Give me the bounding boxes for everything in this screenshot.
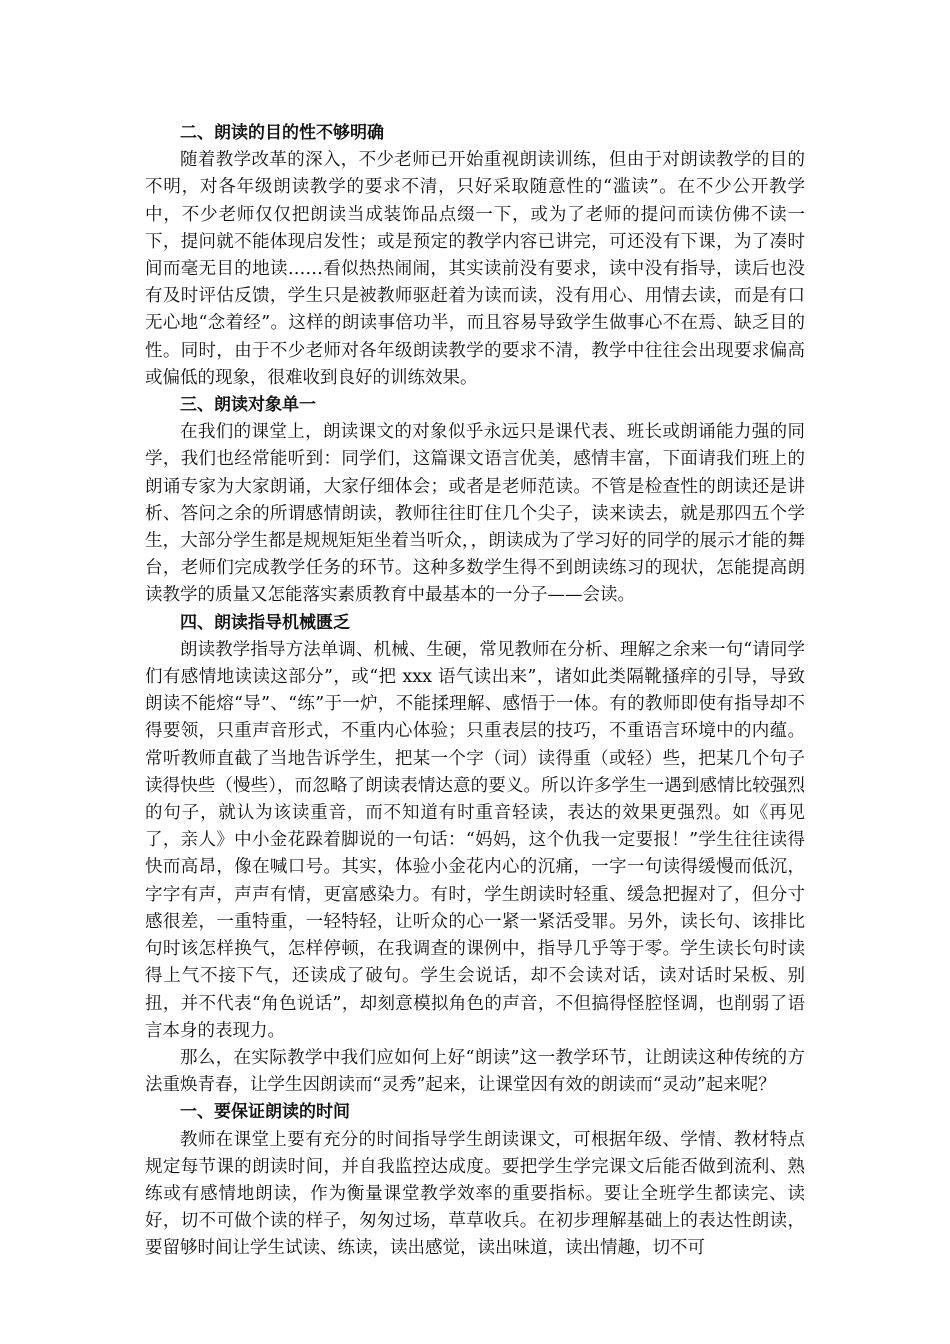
section-heading-3: 三、朗读对象单一 (180, 395, 316, 416)
paragraph: 朗读教学指导方法单调、机械、生硬，常见教师在分析、理解之余来一句“请同学们有感情地读读这部分”，或“把 xxx 语气读出来”，诸如此类隔靴搔痒的引导，导致朗读不能熔“导”、“练”于一炉，不能揉理解、感悟于一体。有的教师即使有指导却不得要领，只重声音形式，不重内心体验；只重表层的技巧，不重语言环境中的内蕴。常听教师直截了当地告诉学生，把某一个字（词）读得重（或轻）些，把某几个句子读得快些（慢些），而忽略了朗读表情达意的要义。所以许多学生一遇到感情比较强烈的句子，就认为该读重音，而不知道有时重音轻读，表达的效果更强烈。如《再见了，亲人》中小金花跺着脚说的一句话：“妈妈，这个仇我一定要报！”学生往往读得快而高昂，像在喊口号。其实，体验小金花内心的沉痛，一字一句读得缓慢而低沉，字字有声，声声有情，更富感染力。有时，学生朗读时轻重、缓急把握对了，但分寸感很差，一重特重，一轻特轻，让听众的心一紧一紧活受罪。另外，读长句、该排比句时该怎样换气，怎样停顿，在我调查的课例中，指导几乎等于零。学生读长句时读得上气不接下气，还读成了破句。学生会说话，却不会读对话，读对话时呆板、别扭，并不代表“角色说话”，却刻意模拟角色的声音，不但搞得怪腔怪调，也削弱了语言本身的表现力。 (145, 639, 805, 1041)
paragraph: 那么，在实际教学中我们应如何上好“朗读”这一教学环节，让朗读这种传统的方法重焕青春，让学生因朗读而“灵秀”起来，让课堂因有效的朗读而“灵动”起来呢？ (145, 1047, 805, 1096)
paragraph: 教师在课堂上要有充分的时间指导学生朗读课文，可根据年级、学情、教材特点规定每节课的朗读时间，并自我监控达成度。要把学生学完课文后能否做到流利、熟练或有感情地朗读，作为衡量课堂教学效率的重要指标。要让全班学生都读完、读好，切不可做个读的样子，匆匆过场，草草收兵。在初步理解基础上的表达性朗读，要留够时间让学生试读、练读，读出感觉，读出味道，读出情趣，切不可 (145, 1129, 805, 1259)
paragraph: 随着教学改革的深入，不少老师已开始重视朗读训练，但由于对朗读教学的目的不明，对各年级朗读教学的要求不清，只好采取随意性的“滥读”。在不少公开教学中，不少老师仅仅把朗读当成装饰品点缀一下，或为了老师的提问而读仿佛不读一下，提问就不能体现启发性；或是预定的教学内容已讲完，可还没有下课，为了凑时间而毫无目的地读……看似热热闹闹，其实读前没有要求，读中没有指导，读后也没有及时评估反馈，学生只是被教师驱赶着为读而读，没有用心、用情去读，而是有口无心地“念着经”。这样的朗读事倍功半，而且容易导致学生做事心不在焉、缺乏目的性。同时，由于不少老师对各年级朗读教学的要求不清，教学中往往会出现要求偏高或偏低的现象，很难收到良好的训练效果。 (145, 150, 805, 388)
section-heading-2: 二、朗读的目的性不够明确 (180, 123, 384, 143)
section-heading-4: 四、朗读指导机械匮乏 (180, 612, 350, 633)
section-heading-1: 一、要保证朗读的时间 (180, 1102, 350, 1123)
document-page (145, 120, 805, 1263)
paragraph: 在我们的课堂上，朗读课文的对象似乎永远只是课代表、班长或朗诵能力强的同学，我们也经常能听到：同学们，这篇课文语言优美，感情丰富，下面请我们班上的朗诵专家为大家朗诵，大家仔细体会；或者是老师范读。不管是检查性的朗读还是讲析、答问之余的所谓感情朗读，教师往往盯住几个尖子，读来读去，就是那四五个学生，大部分学生都是规规矩矩坐着当听众，，朗读成为了学习好的同学的展示才能的舞台，老师们完成教学任务的环节。这种多数学生得不到朗读练习的现状，怎能提高朗读教学的质量又怎能落实素质教育中最基本的一分子——会读。 (145, 422, 805, 606)
